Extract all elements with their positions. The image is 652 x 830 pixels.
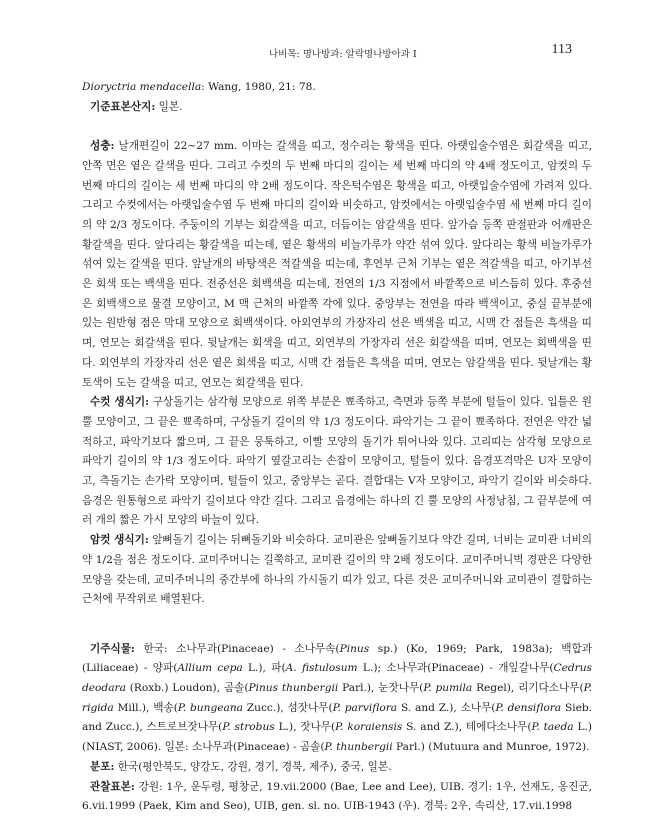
host-plants-segment: S. and Z.), 소나무( [397,701,496,714]
distribution-label: 분포: [90,760,115,773]
host-plants-segment: L.) (NIAST, 2006). 일본: 소나무과(Pinaceae) - 곰솔( [82,721,593,754]
scientific-name: P. strobus [222,721,275,734]
scientific-name: P. pumila [423,682,473,695]
host-plants-label: 기주식물: [90,642,135,655]
host-plants-segment: L.), 잣나무( [274,721,336,734]
scientific-name: P. bungeana [177,701,243,714]
scientific-name: P. parviflora [332,701,398,714]
female-genitalia-label: 암컷 생식기: [90,534,149,547]
adult-text: 날개편길이 22~27 mm. 이마는 갈색을 띠고, 정수리는 황색을 띤다. 아랫입술수염은 회갈색을 띠고, 안쪽 면은 옅은 갈색을 띤다. 그리고 수컷의 두 번째 마디의 길이는 세 번째 마디의 약 4배 정도이고, 암컷의 두 번째 마디의 길이는 세 번째 마디의 약 2배 정도이다. 작은턱수염은 황색을 띠고, 아랫입술수염에 가려져 있다. 그리고 수컷에서는 아랫입술수염 두 번째 마디의 길이와 비슷하고, 암컷에서는 아랫입술수염 세 번째 마디 길이의 약 2/3 정도이다. 주둥이의 기부는 회갈색을 띠고, 더듬이는 암갈색을 띤다. 앞가슴 등쪽 판절판과 어깨판은 황갈색을 띤다. 앞다리는 황갈색을 띠는데, 옅은 황색의 비늘가루가 약간 섞여 있다. 앞다리는 황색 비늘가루가 섞여 있는 갈색을 띤다. 앞날개의 바탕색은 적갈색을 띠는데, 후연부 근처 기부는 옅은 적갈색을 띠고, 아기부선은 회색 또는 백색을 띤다. 전중선은 회백색을 띠는데, 전연의 1/3 지점에서 바깥쪽으로 비스듬히 있다. 후중선은 회백색으로 물결 모양이고, M 맥 근처의 바깥쪽 각에 있다. 중앙부는 전연을 따라 백색이고, 중실 끝부분에 있는 원반형 점은 막대 모양으로 회백색이다. 아외연부의 가장자리 선은 백색을 띠고, 시맥 간 점들은 흑색을 띠며, 연모는 회갈색을 띤다. 뒷날개는 회색을 띠고, 외연부의 가장자리 선은 회갈색을 띠며, 연모는 회백색을 띤다. 외연부의 가장자리 선은 옅은 회색을 띠고, 시맥 간 점들은 흑색을 띠며, 연모는 암갈색을 띤다. 뒷날개는 황토색이 도는 갈색을 띠고, 연모는 회갈색을 띤다. [82,140,592,389]
host-plants-segment: L.); 소나무과(Pinaceae) - 개잎갈나무( [357,662,554,675]
distribution-text: 한국(평안북도, 양강도, 강원, 경기, 경북, 제주), 중국, 일본. [114,760,392,773]
male-genitalia-label: 수컷 생식기: [90,396,150,409]
running-title: 나비목: 명나방과: 알락명나방아과 I [269,49,417,60]
adult-description [82,137,592,393]
host-plants-segment: Mill.), 백송( [113,701,178,714]
synonym-citation: : Wang, 1980, 21: 78. [201,81,316,93]
section-spacer [82,117,592,137]
synonym-name: Dioryctria mendacella [82,81,202,93]
host-plants-segment: Regel), 리기다소나무( [472,682,584,695]
section-spacer [82,630,592,640]
scientific-name: Pinus [339,642,370,655]
host-plants-segment: Parl.) (Mutuura and Munroe, 1972). [392,741,590,754]
host-plants-segment: Zucc.), 섬잣나무( [242,701,333,714]
material-examined [82,778,592,817]
type-locality [82,98,592,118]
host-plants-segment: sp.) (Ko, 1969; Park, 1983a); 백합과(Liliaceae) - 양파( [82,642,592,675]
type-locality-label: 기준표본산지: [90,100,156,113]
scientific-name: Cedrus deodara [82,662,592,695]
page-number: 113 [551,42,572,57]
scientific-name: P. rigida [82,682,592,714]
section-spacer [82,610,592,630]
male-genitalia-description [82,393,592,531]
type-locality-value: 일본. [155,100,183,113]
host-plants-segment: L.), 파( [242,662,286,675]
male-genitalia-text: 구상돌기는 삼각형 모양으로 위쪽 부분은 뾰족하고, 측면과 등쪽 부분에 털들이 있다. 입틀은 원뿔 모양이고, 그 끝은 뾰족하며, 구상돌기 길이의 약 1/3 정도이다. 파악기는 그 끝이 뾰족하다. 전연은 약간 넓적하고, 파악기보다 짧으며, 그 끝은 뭉툭하고, 이빨 모양의 돌기가 튀어나와 있다. 고리띠는 삼각형 모양으로 파악기 길이의 약 1/3 정도이다. 파악기 옆갈고리는 손잡이 모양이고, 털들이 있다. 음경포격막은 U자 모양이고, 측돌기는 손가락 모양이며, 털들이 있고, 중앙부는 곧다. 결합대는 V자 모양이고, 파악기 길이와 비슷하다. 음경은 원통형으로 파악기 길이보다 약간 길다. 그리고 음경에는 하나의 긴 뿔 모양의 사정낭침, 그 끝부분에 여러 개의 짧은 가시 모양의 바늘이 있다. [82,396,592,527]
host-plants-segment: Parl.), 눈잣나무( [338,682,424,695]
adult-label: 성충: [90,140,115,153]
material-examined-label: 관찰표본: [90,780,135,793]
scientific-name: P. koraiensis [335,721,403,734]
body-text [82,78,592,817]
synonym-line [82,78,592,98]
host-plants-segment: Sieb. and Zucc.), 스트로브잣나무( [82,701,593,734]
scientific-name: P. thunbergii [324,741,393,754]
host-plants-segment: 한국: 소나무과(Pinaceae) - 소나무속( [134,642,340,655]
scientific-name: P. taeda [531,721,574,734]
scientific-name: P. densiflora [495,701,562,714]
host-plants-segment: (Roxb.) Loudon), 곰솔( [125,682,249,695]
host-plants-segment: S. and Z.), 테에다소나무( [402,721,532,734]
scientific-name: Allium cepa [177,662,243,675]
distribution [82,758,592,778]
female-genitalia-text: 앞뼈돌기 길이는 뒤뼈돌기와 비슷하다. 교미관은 앞뼈돌기보다 약간 길며, 너비는 교미관 너비의 약 1/2을 점은 정도이다. 교미주머니는 길쭉하고, 교미관 길이의 약 2배 정도이다. 교미주머니벽 경판은 다양한 모양을 갖는데, 교미주머니의 중간부에 하나의 가시돌기 띠가 있고, 다른 것은 교미주머니와 교미관이 결합하는 근처에 무작위로 배열된다. [82,534,592,606]
scientific-name: A. fistulosum [285,662,358,675]
scientific-name: Pinus thunbergii [248,682,339,695]
material-examined-text: 강원: 1우, 운두령, 평창군, 19.vii.2000 (Bae, Lee and Lee), UIB. 경기: 1우, 선재도, 옹진군, 6.vii.1999 (Paek, Kim and Seo), UIB, gen. sl. no. UIB-1943 (우). 경북: 2우, 속리산, 17.vii.1998 [82,780,592,813]
host-plants [82,640,592,758]
host-plants-text [82,643,592,754]
female-genitalia-description [82,531,592,610]
